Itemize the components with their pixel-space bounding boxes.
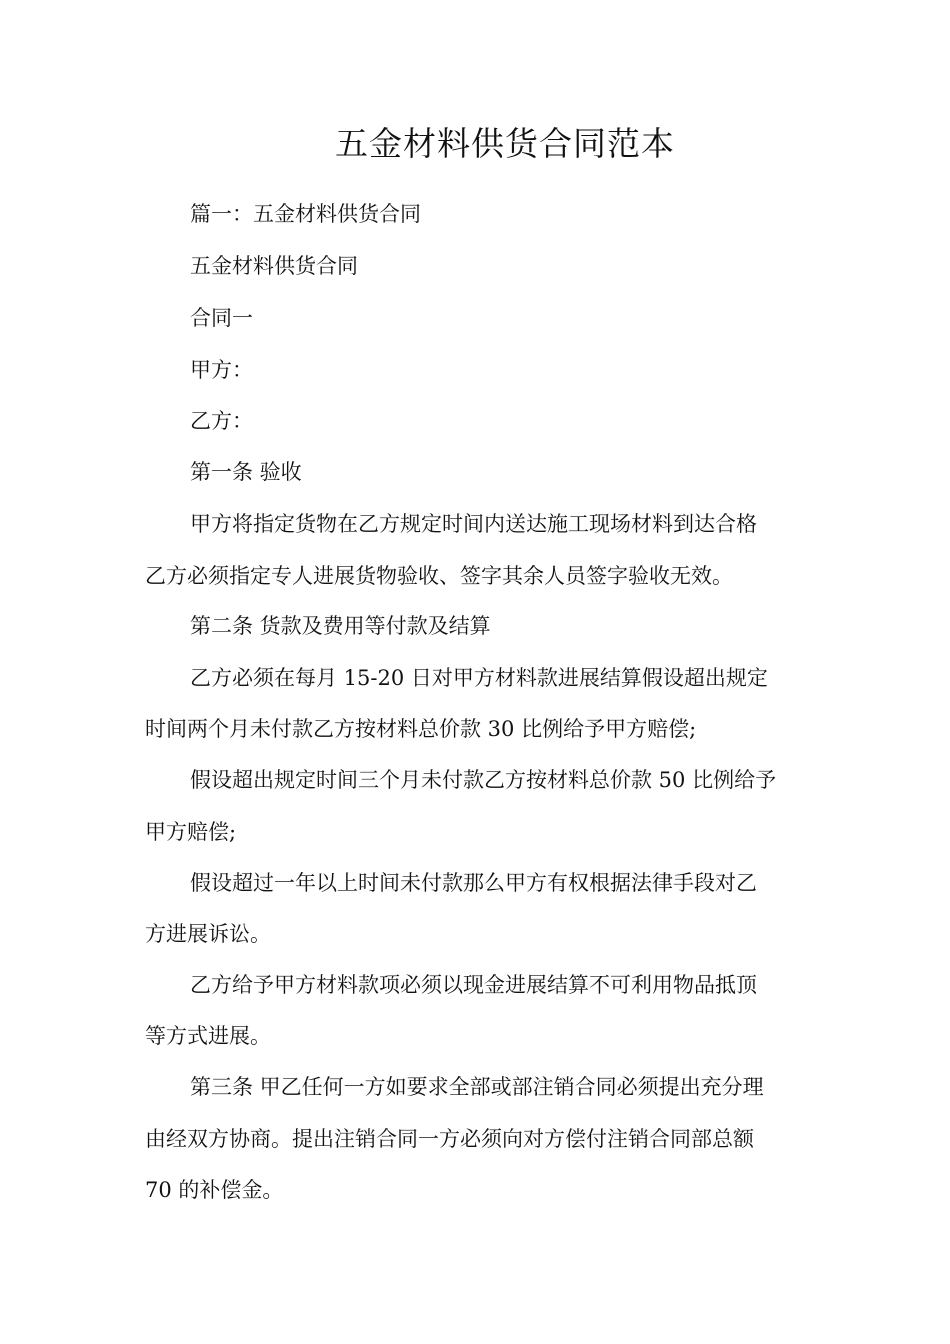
article-2-heading: 第二条 货款及费用等付款及结算 [190, 614, 491, 638]
paragraph-line: 假设超出规定时间三个月未付款乙方按材料总价款 50 比例给予 [190, 768, 777, 792]
contract-subtitle: 五金材料供货合同 [190, 254, 358, 278]
paragraph-line: 由经双方协商。提出注销合同一方必须向对方偿付注销合同部总额 [145, 1127, 754, 1151]
paragraph-line: 甲方赔偿; [145, 820, 237, 844]
paragraph-line: 70 的补偿金。 [145, 1178, 284, 1202]
paragraph-line: 乙方必须在每月 15-20 日对甲方材料款进展结算假设超出规定 [190, 666, 768, 690]
contract-number: 合同一 [190, 306, 253, 330]
article-3-line: 第三条 甲乙任何一方如要求全部或部注销合同必须提出充分理 [190, 1075, 764, 1099]
article-1-heading: 第一条 验收 [190, 460, 302, 484]
paragraph-line: 乙方给予甲方材料款项必须以现金进展结算不可利用物品抵顶 [190, 973, 757, 997]
paragraph-line: 假设超过一年以上时间未付款那么甲方有权根据法律手段对乙 [190, 871, 757, 895]
paragraph-line: 等方式进展。 [145, 1024, 271, 1048]
paragraph-line: 甲方将指定货物在乙方规定时间内送达施工现场材料到达合格 [190, 512, 757, 536]
party-a-label: 甲方： [190, 358, 253, 382]
party-b-label: 乙方： [190, 409, 253, 433]
paragraph-line: 乙方必须指定专人进展货物验收、签字其余人员签字验收无效。 [145, 564, 733, 588]
document-title: 五金材料供货合同范本 [335, 124, 675, 163]
paragraph-line: 方进展诉讼。 [145, 922, 271, 946]
section-heading: 篇一：五金材料供货合同 [190, 202, 421, 226]
paragraph-line: 时间两个月未付款乙方按材料总价款 30 比例给予甲方赔偿; [145, 717, 697, 741]
